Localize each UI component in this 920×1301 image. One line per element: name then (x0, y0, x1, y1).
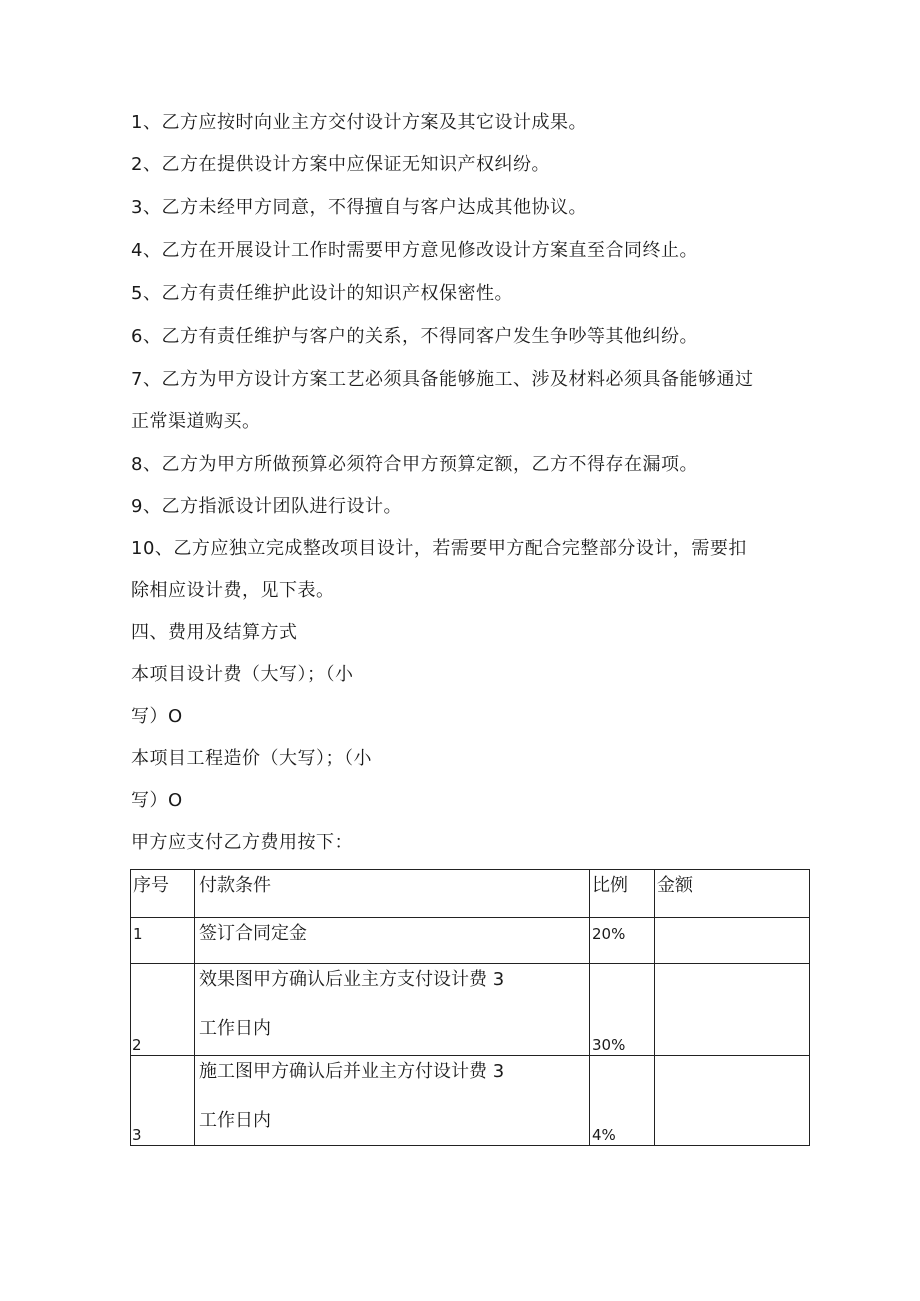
clause-6: 6、乙方有责任维护与客户的关系，不得同客户发生争吵等其他纠纷。 (131, 326, 698, 347)
clause-2: 2、乙方在提供设计方案中应保证无知识产权纠纷。 (131, 154, 550, 175)
row-ratio: 30% (590, 964, 655, 1056)
section-heading: 四、费用及结算方式 (131, 622, 298, 643)
design-fee-line1: 本项目设计费（大写）；（小 (131, 664, 354, 685)
table-row (131, 1056, 810, 1146)
row-condition (195, 964, 590, 1056)
clause-7-line2: 正常渠道购买。 (131, 411, 261, 432)
clause-1: 1、乙方应按时向业主方交付设计方案及其它设计成果。 (131, 112, 587, 133)
clause-10-line1: 10、乙方应独立完成整改项目设计，若需要甲方配合完整部分设计，需要扣 (131, 538, 747, 559)
condition-line2: 工作日内 (199, 1018, 271, 1039)
header-amount: 金额 (655, 870, 810, 918)
project-cost-line2: 写）O (131, 790, 183, 811)
header-no: 序号 (131, 870, 195, 918)
row-condition (195, 1056, 590, 1146)
payment-intro: 甲方应支付乙方费用按下： (131, 832, 353, 853)
row-no: 1 (131, 918, 195, 964)
table-header-row (131, 870, 810, 918)
row-amount (655, 1056, 810, 1146)
payment-table (130, 869, 810, 1146)
clause-9: 9、乙方指派设计团队进行设计。 (131, 496, 402, 517)
condition-line1: 效果图甲方确认后业主方支付设计费 3 (199, 969, 505, 990)
table-row (131, 918, 810, 964)
project-cost-line1: 本项目工程造价（大写）；（小 (131, 748, 372, 769)
row-ratio: 20% (590, 918, 655, 964)
row-amount (655, 918, 810, 964)
row-no: 2 (131, 964, 195, 1056)
table-row (131, 964, 810, 1056)
header-condition: 付款条件 (195, 870, 590, 918)
clause-10-line2: 除相应设计费，见下表。 (131, 580, 335, 601)
clause-5: 5、乙方有责任维护此设计的知识产权保密性。 (131, 283, 513, 304)
clause-3: 3、乙方未经甲方同意，不得擅自与客户达成其他协议。 (131, 197, 587, 218)
clause-7-line1: 7、乙方为甲方设计方案工艺必须具备能够施工、涉及材料必须具备能够通过 (131, 369, 754, 390)
design-fee-line2: 写）O (131, 706, 183, 727)
condition-line2: 工作日内 (199, 1110, 271, 1131)
condition-line1: 施工图甲方确认后并业主方付设计费 3 (199, 1061, 505, 1082)
row-condition: 签订合同定金 (195, 918, 590, 964)
row-amount (655, 964, 810, 1056)
row-no: 3 (131, 1056, 195, 1146)
row-ratio: 4% (590, 1056, 655, 1146)
clause-4: 4、乙方在开展设计工作时需要甲方意见修改设计方案直至合同终止。 (131, 240, 698, 261)
header-ratio: 比例 (590, 870, 655, 918)
clause-8: 8、乙方为甲方所做预算必须符合甲方预算定额，乙方不得存在漏项。 (131, 454, 698, 475)
